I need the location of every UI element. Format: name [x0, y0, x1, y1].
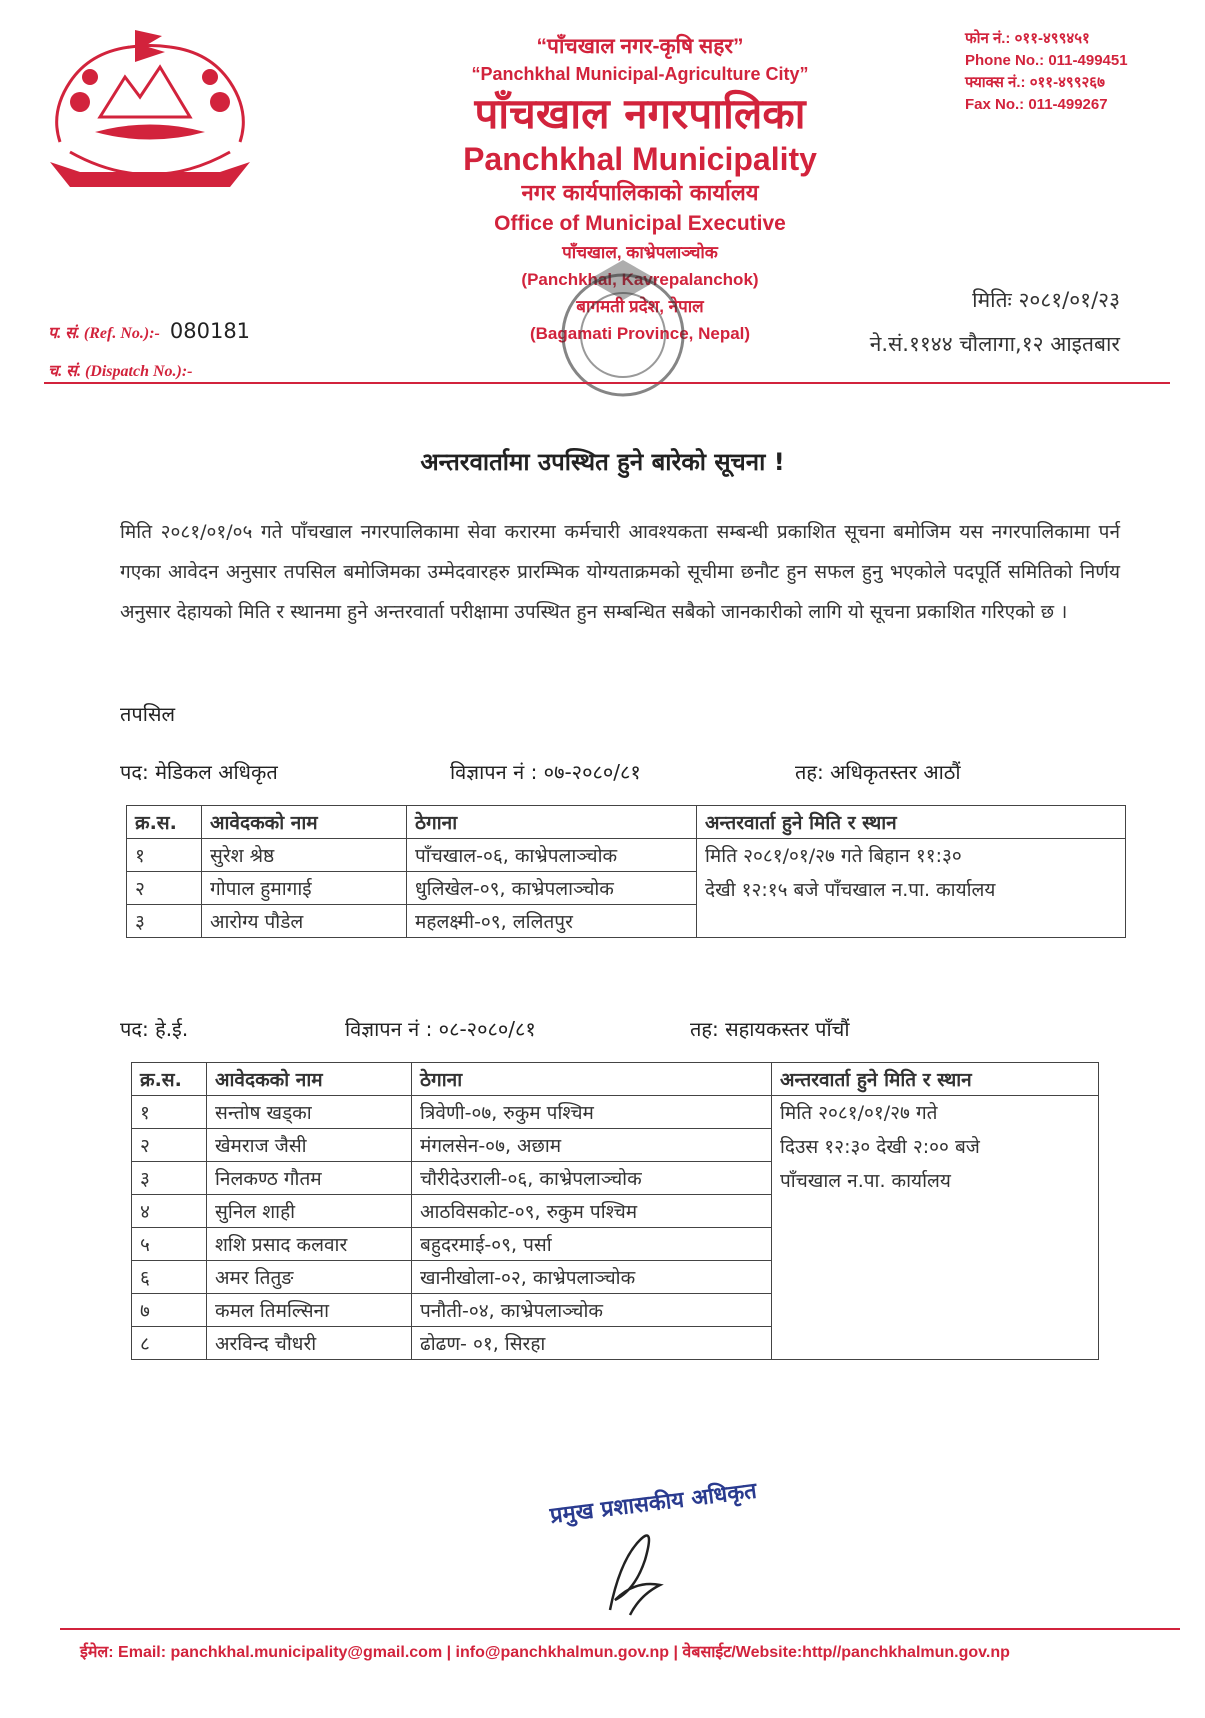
cell-name: गोपाल हुमागाई — [202, 872, 407, 905]
tagline-en: “Panchkhal Municipal-Agriculture City” — [471, 64, 809, 84]
post2-title: पद: हे.ई. — [120, 1017, 189, 1041]
tagline-np: “पाँचखाल नगर-कृषि सहर” — [536, 35, 744, 58]
col-address: ठेगाना — [407, 806, 697, 839]
schedule-line: मिति २०८१/०१/२७ गते — [780, 1102, 938, 1124]
post1-title: पद: मेडिकल अधिकृत — [120, 760, 278, 784]
cell-address: पनौती-०४, काभ्रेपलाञ्चोक — [412, 1294, 772, 1327]
reference-block — [48, 312, 250, 391]
post1-table — [126, 805, 1126, 938]
cell-address: मंगलसेन-०७, अछाम — [412, 1129, 772, 1162]
table-row — [127, 839, 1126, 872]
col-sn: क्र.स. — [132, 1063, 207, 1096]
cell-sn: ३ — [127, 905, 202, 938]
cell-address: चौरीदेउराली-०६, काभ्रेपलाञ्चोक — [412, 1162, 772, 1195]
dispatch-label: च. सं. (Dispatch No.):- — [48, 363, 193, 380]
notice-paragraph: मिति २०८१/०१/०५ गते पाँचखाल नगरपालिकामा सेवा करारमा कर्मचारी आवश्यकता सम्बन्धी प्रकाशित सूचना बमोजिम यस नगरपालिकामा पर्न गएका आवेदन अनुसार तपसिल बमोजिमका उम्मेदवारहरु प्रारम्भिक योग्यताक्रमको सूचीमा छनौट हुन सफल हुनु भएकोले पदपूर्ति समितिको निर्णय अनुसार देहायको मिति र स्थानमा हुने अन्तरवार्ता परीक्षामा उपस्थित हुन सम्बन्धित सबैको जानकारीको लागि यो सूचना प्रकाशित गरिएको छ । — [120, 521, 1120, 623]
phone-np: फोन नं.: ०११-४९९४५१ — [965, 30, 1090, 47]
cell-schedule — [772, 1096, 1099, 1360]
col-name: आवेदकको नाम — [202, 806, 407, 839]
cell-address: बहुदरमाई-०९, पर्सा — [412, 1228, 772, 1261]
cell-sn: ४ — [132, 1195, 207, 1228]
signature-mark — [590, 1520, 680, 1630]
cell-name: सुनिल शाही — [207, 1195, 412, 1228]
post2-level: तह: सहायकस्तर पाँचौं — [690, 1017, 850, 1041]
cell-sn: ५ — [132, 1228, 207, 1261]
cell-address: त्रिवेणी-०७, रुकुम पश्चिम — [412, 1096, 772, 1129]
office-seal-stamp — [548, 240, 698, 420]
cell-sn: १ — [127, 839, 202, 872]
ref-value: 080181 — [169, 319, 251, 343]
table-header-row — [127, 806, 1126, 839]
cell-schedule — [697, 839, 1126, 938]
province-en: (Bagamati Province, Nepal) — [529, 324, 751, 343]
cell-name: आरोग्य पौडेल — [202, 905, 407, 938]
schedule-line: दिउस १२:३० देखी २:०० बजे — [780, 1136, 980, 1158]
schedule-line: देखी १२:१५ बजे पाँचखाल न.पा. कार्यालय — [705, 879, 996, 901]
cell-sn: ८ — [132, 1327, 207, 1360]
col-schedule: अन्तरवार्ता हुने मिति र स्थान — [772, 1063, 1099, 1096]
date-block — [760, 278, 1120, 366]
post1-level: तह: अधिकृतस्तर आठौं — [795, 760, 961, 784]
schedule-line: पाँचखाल न.पा. कार्यालय — [780, 1170, 951, 1192]
date-bs: मितिः २०८१/०१/२३ — [972, 288, 1120, 312]
cell-name: सुरेश श्रेष्ठ — [202, 839, 407, 872]
cell-sn: २ — [127, 872, 202, 905]
footer-divider — [60, 1628, 1180, 1630]
post2-ad-no: विज्ञापन नं : ०८-२०८०/८१ — [345, 1017, 536, 1041]
ref-label: प. सं. (Ref. No.):- — [48, 325, 160, 342]
office-np: नगर कार्यपालिकाको कार्यालय — [521, 181, 759, 206]
post1-ad-no: विज्ञापन नं : ०७-२०८०/८१ — [450, 760, 641, 784]
fax-en: Fax No.: 011-499267 — [965, 96, 1108, 113]
title-np: पाँचखाल नगरपालिका — [474, 89, 806, 138]
cell-address: महलक्ष्मी-०९, ललितपुर — [407, 905, 697, 938]
cell-name: अमर तितुङ — [207, 1261, 412, 1294]
col-name: आवेदकको नाम — [207, 1063, 412, 1096]
notice-heading: अन्तरवार्तामा उपस्थित हुने बारेको सूचना ! — [420, 448, 785, 476]
cell-sn: ३ — [132, 1162, 207, 1195]
nepal-emblem-logo — [40, 22, 260, 202]
cell-sn: ६ — [132, 1261, 207, 1294]
table-header-row — [132, 1063, 1099, 1096]
cell-name: खेमराज जैसी — [207, 1129, 412, 1162]
cell-address: ढोढण- ०१, सिरहा — [412, 1327, 772, 1360]
col-address: ठेगाना — [412, 1063, 772, 1096]
post2-table — [131, 1062, 1099, 1360]
contact-block — [965, 28, 1128, 116]
tapasil-label: तपसिल — [120, 702, 176, 726]
cell-name: निलकण्ठ गौतम — [207, 1162, 412, 1195]
cell-address: आठविसकोट-०९, रुकुम पश्चिम — [412, 1195, 772, 1228]
footer-contact: ईमेल: Email: panchkhal.municipality@gmail.com | info@panchkhalmun.gov.np | वेबसाईट/Website:http//panchkhalmun.gov.np — [80, 1644, 1010, 1661]
address-np: पाँचखाल, काभ्रेपलाञ्चोक — [562, 243, 718, 262]
date-ns: ने.सं.११४४ चौलागा,१२ आइतबार — [869, 332, 1120, 356]
cell-address: पाँचखाल-०६, काभ्रेपलाञ्चोक — [407, 839, 697, 872]
cell-address: धुलिखेल-०९, काभ्रेपलाञ्चोक — [407, 872, 697, 905]
col-sn: क्र.स. — [127, 806, 202, 839]
schedule-line: मिति २०८१/०१/२७ गते बिहान ११:३० — [705, 845, 962, 867]
office-en: Office of Municipal Executive — [494, 212, 786, 235]
cell-sn: ७ — [132, 1294, 207, 1327]
cell-address: खानीखोला-०२, काभ्रेपलाञ्चोक — [412, 1261, 772, 1294]
cell-name: सन्तोष खड्का — [207, 1096, 412, 1129]
col-schedule: अन्तरवार्ता हुने मिति र स्थान — [697, 806, 1126, 839]
header-divider — [44, 382, 1170, 384]
signatory-title: प्रमुख प्रशासकीय अधिकृत — [548, 1478, 759, 1529]
cell-sn: १ — [132, 1096, 207, 1129]
province-np: बागमती प्रदेश, नेपाल — [576, 297, 704, 316]
cell-name: अरविन्द चौधरी — [207, 1327, 412, 1360]
phone-en: Phone No.: 011-499451 — [965, 52, 1128, 69]
title-en: Panchkhal Municipality — [463, 141, 817, 177]
cell-name: शशि प्रसाद कलवार — [207, 1228, 412, 1261]
fax-np: फ्याक्स नं.: ०११-४९९२६७ — [965, 74, 1105, 91]
address-en: (Panchkhal, Kavrepalanchok) — [521, 270, 759, 289]
table-row — [132, 1096, 1099, 1129]
cell-sn: २ — [132, 1129, 207, 1162]
cell-name: कमल तिमल्सिना — [207, 1294, 412, 1327]
